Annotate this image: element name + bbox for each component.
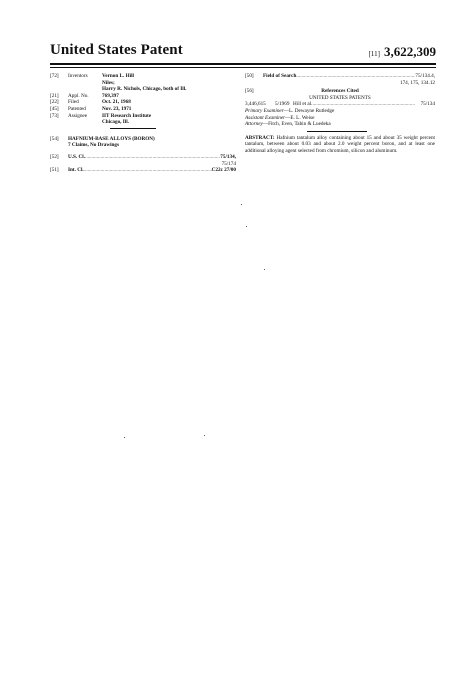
scan-speck [241,204,242,205]
us-cl-row [50,154,236,161]
appl-no-label: Appl. No. [68,92,89,99]
int-cl-label: Int. Cl. [68,167,84,174]
appl-no-code: [21] [50,92,59,99]
references-subtitle: UNITED STATES PATENTS [309,94,371,101]
reference-leader [312,101,414,108]
patented-value: Nov. 23, 1971 [102,105,132,112]
title-code: [54] [50,135,59,142]
field-of-search-row [245,73,435,80]
int-cl-value: C22c 27/00 [211,167,236,174]
scan-speck [124,437,125,438]
section-rule [110,128,156,129]
patented-row [50,106,236,113]
us-cl-row-2 [50,161,236,168]
us-cl-label: U.S. Cl. [68,153,86,160]
attorney-name: —Fitch, Even, Tabin & Luedeka [262,121,331,128]
reference-name: Hill et al. [293,101,313,108]
inventors-label: Inventors [68,73,88,79]
abstract-label: ABSTRACT: [245,134,275,141]
filed-row [50,99,236,106]
appl-no-row [50,93,236,100]
bibliographic-column-right [245,73,435,154]
header-rule-thin [50,67,436,68]
patented-label: Patented [68,105,86,112]
references-row [245,88,435,95]
reference-date: 5/1969 [275,101,290,108]
int-cl-code: [51] [50,167,59,174]
assignee-label: Assignee [68,112,88,119]
primary-examiner-label: Primary Examiner [245,107,284,114]
scan-speck [264,269,265,270]
assignee-row [50,113,236,120]
assignee-code: [73] [50,112,59,119]
assistant-examiner-label: Assistant Examiner [245,114,286,121]
assignee-line-2: Chicago, Ill. [102,119,129,126]
bibliographic-column-left [50,73,236,174]
header-rule [50,63,436,65]
primary-examiner-name: —L. Dewayne Rutledge [283,107,335,114]
int-cl-row [50,167,236,174]
scan-speck [246,226,247,227]
patent-number-value: 3,622,309 [384,44,436,59]
us-cl-leader [85,154,220,161]
reference-class: 75/134 [420,101,435,108]
field-of-search-row-2 [245,80,435,87]
patent-number-code: [11] [368,50,380,58]
reference-number: 3,446,615 [245,101,266,108]
patented-code: [45] [50,105,59,112]
attorney-row [245,121,435,128]
field-of-search-value: 75/134.4, [415,73,435,79]
attorney-label: Attorney [245,121,263,128]
claims-line: 7 Claims, No Drawings [68,142,120,149]
invention-title: HAFNIUM-BASE ALLOYS (BORON) [68,135,155,142]
us-cl-code: [52] [50,153,59,160]
inventors-code: [72] [50,73,59,79]
us-cl-value: 75/134, [220,153,236,160]
primary-examiner-row [245,108,435,115]
inventors-line-1: Vernon L. Hill [102,73,134,79]
us-cl-value-2: 75/174 [221,160,236,167]
abstract [245,135,435,154]
title-row [50,136,236,143]
inventors-line-3: Harry R. Nichols, Chicago, both of Ill. [102,86,187,93]
abstract-text: Hafnium tantalum alloy containing about 15 and about 35 weight percent tantalum, between about 0.03 and about 2.0 weight percent boron, and at least one additional alloying agent selected from chromium, silicon and aluminum. [245,134,435,154]
references-code: [56] [245,88,254,95]
assistant-examiner-name: —E. L. Weise [285,114,315,121]
filed-code: [22] [50,99,59,106]
scan-speck [204,435,205,436]
patent-number [369,44,436,60]
field-of-search-code: [50] [245,73,254,79]
references-title: References Cited [321,88,359,95]
inventors-row [50,73,236,80]
filed-label: Filed [68,99,79,106]
field-of-search-value-2: 174, 175, 134.12 [399,79,435,86]
assistant-examiner-row [245,115,435,122]
int-cl-leader [84,167,212,174]
filed-value: Oct. 21, 1968 [102,99,131,106]
assignee-line-1: IIT Research Institute [102,112,152,119]
abstract-rule [307,131,367,132]
inventors-line-2: Niles; [102,79,115,86]
field-of-search-label: Field of Search [263,73,297,79]
field-of-search-leader [296,73,415,80]
reference-entry [245,101,435,108]
appl-no-value: 769,397 [102,92,119,99]
patent-office-title: United States Patent [50,42,183,58]
